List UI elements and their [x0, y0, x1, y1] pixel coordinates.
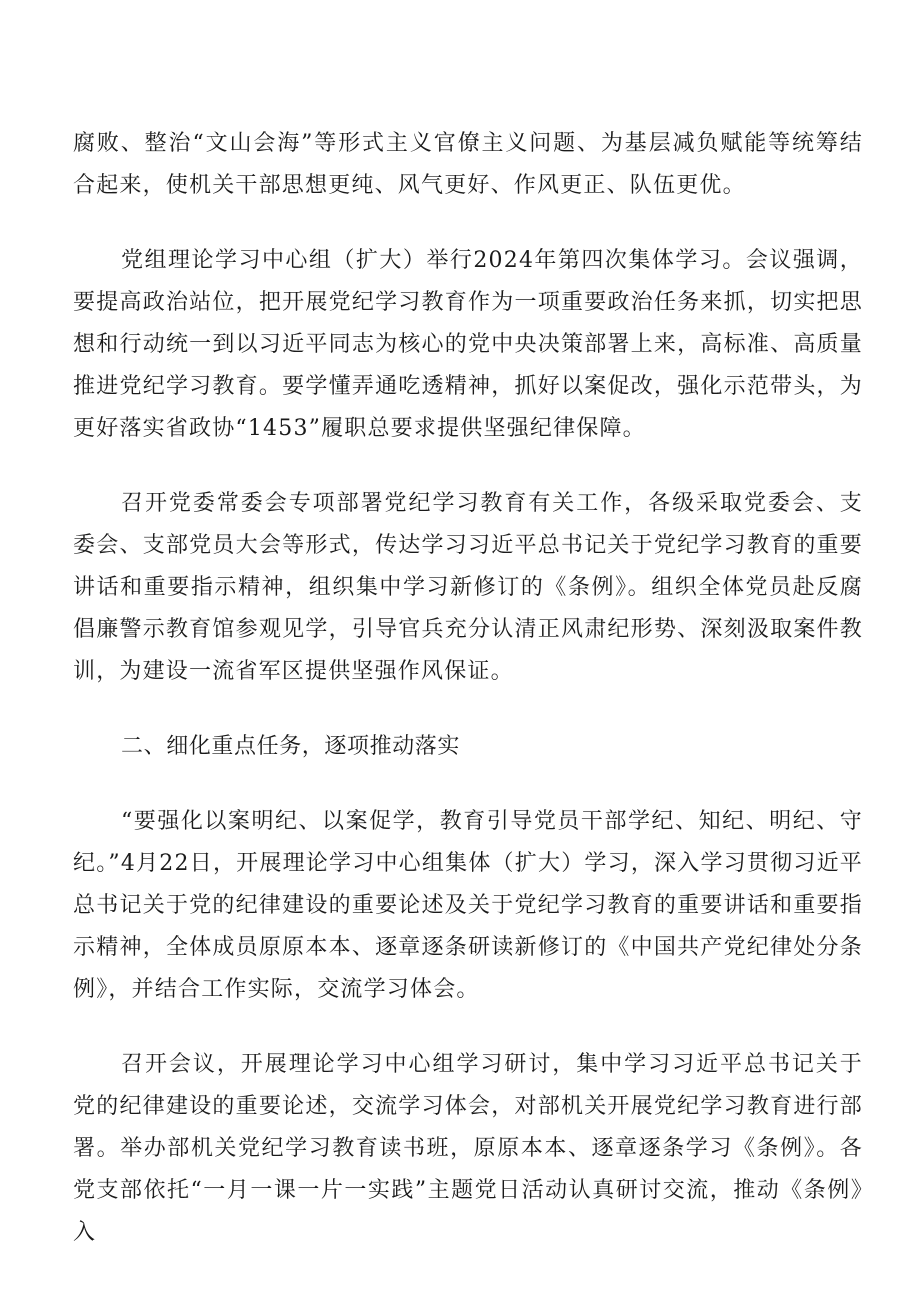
paragraph-party-group-study: 党组理论学习中心组（扩大）举行2024年第四次集体学习。会议强调，要提高政治站位，把开展党纪学习教育作为一项重要政治任务来抓，切实把思想和行动统一到以习近平同志为核心的党中央决策部署上来，高标准、高质量推进党纪学习教育。要学懂弄通吃透精神，抓好以案促改，强化示范带头，为更好落实省政协“1453”履职总要求提供坚强纪律保障。 — [73, 248, 863, 441]
paragraph-gap — [73, 450, 863, 483]
paragraph-gap — [73, 207, 863, 240]
paragraph-meeting-study: 召开会议，开展理论学习中心组学习研讨，集中学习习近平总书记关于党的纪律建设的重要论述，交流学习体会，对部机关开展党纪学习教育进行部署。举办部机关党纪学习教育读书班，原原本本、逐章逐条学习《条例》。各党支部依托“一月一课一片一实践”主题党日活动认真研讨交流，推动《条例》入 — [73, 1052, 863, 1245]
paragraph-gap — [73, 693, 863, 726]
paragraph-gap — [73, 768, 863, 801]
paragraph-standing-committee: 召开党委常委会专项部署党纪学习教育有关工作，各级采取党委会、支委会、支部党员大会等形式，传达学习习近平总书记关于党纪学习教育的重要讲话和重要指示精神，组织集中学习新修订的《条例》。组织全体党员赴反腐倡廉警示教育馆参观见学，引导官兵充分认清正风肃纪形势、深刻汲取案件教训，为建设一流省军区提供坚强作风保证。 — [73, 491, 863, 684]
paragraph-gap — [73, 1011, 863, 1044]
document-body — [73, 123, 863, 1254]
section-heading: 二、细化重点任务，逐项推动落实 — [121, 734, 461, 759]
paragraph-quote-study: “要强化以案明纪、以案促学，教育引导党员干部学纪、知纪、明纪、守纪。”4月22日，开展理论学习中心组集体（扩大）学习，深入学习贯彻习近平总书记关于党的纪律建设的重要论述及关于党纪学习教育的重要讲话和重要指示精神，全体成员原原本本、逐章逐条研读新修订的《中国共产党纪律处分条例》，并结合工作实际，交流学习体会。 — [73, 809, 863, 1002]
paragraph-continuation: 腐败、整治“文山会海”等形式主义官僚主义问题、为基层减负赋能等统筹结合起来，使机关干部思想更纯、风气更好、作风更正、队伍更优。 — [73, 131, 863, 198]
